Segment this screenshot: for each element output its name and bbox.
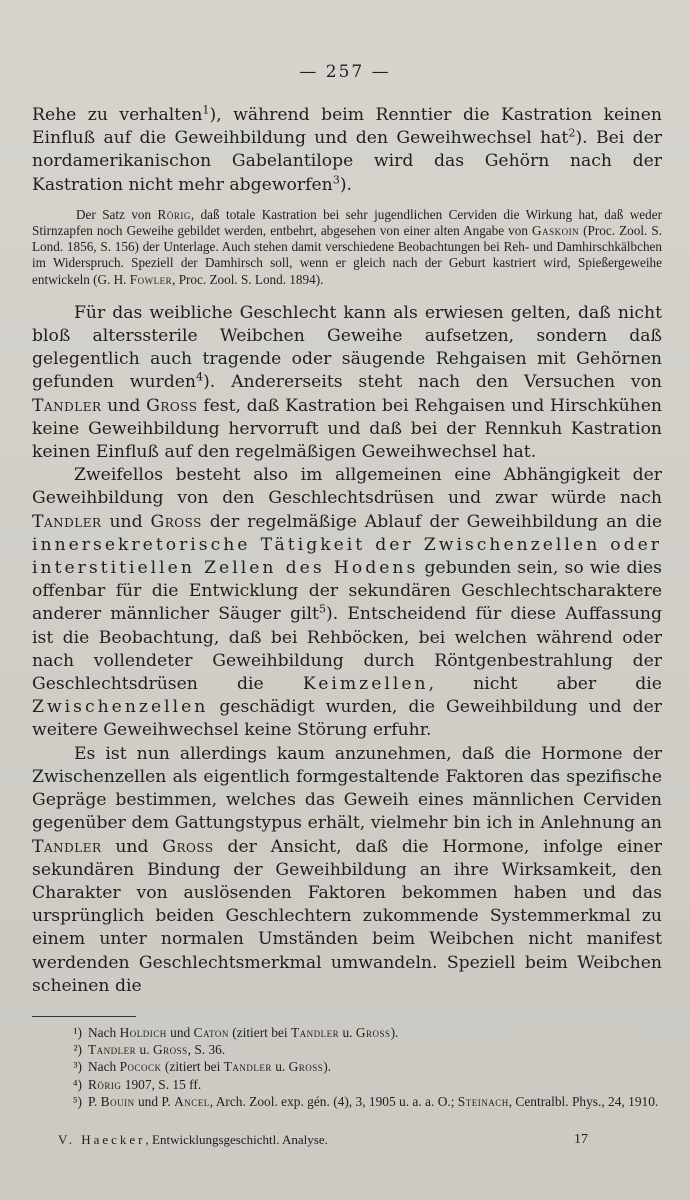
paragraph-continuation: Rehe zu verhalten$^1$), während beim Renntier die Kastration keinen Einfluß auf die Geweihbildung und den Geweihwechsel hat$^2$). Bei der nordamerikanischon Gabelantilope wird das Gehörn nach der Kastration nicht mehr abgeworfen$^3$). bbox=[32, 103, 662, 195]
footnote-ref: 4 bbox=[195, 370, 204, 384]
small-print-note: Der Satz von Rörig, daß totale Kastration bei sehr jugendlichen Cerviden die Wirkung hat, daß weder Stirnzapfen noch Geweihe gebildet werden, entbehrt, abgesehen von einer alten Angabe von Gaskoin (Proc. Zool. S. Lond. 1856, S. 156) der Unterlage. Auch stehen damit verschiedene Beobachtungen bei Reh- und Damhirschkälbchen im Widerspruch. Speziell der Damhirsch soll, wenn er gleich nach der Geburt kastriert wird, Spießergeweihe entwickeln (G. H. Fowler, Proc. Zool. S. Lond. 1894). bbox=[32, 206, 663, 287]
footnote-1: ¹) Nach Holdich und Caton (zitiert bei Tandler u. Gross). bbox=[73, 1025, 399, 1040]
author-name: Gross bbox=[288, 1059, 324, 1075]
author-name: Tandler bbox=[290, 1025, 340, 1040]
paragraph: Es ist nun allerdings kaum anzunehmen, daß die Hormone der Zwischenzellen als eigentlich formgestaltende Faktoren das spezifische Gepräge bestimmen, welches das Geweih eines männlichen Cerviden gegenüber dem Gattungstypus erhält, vielmehr bin ich in Anlehnung an Tandler und Gross der Ansicht, daß die Hormone, infolge einer sekundären Bindung der Geweihbildung an ihre Wirksamkeit, den Charakter von auslösenden Faktoren bekommen haben und das ursprünglich beiden Geschlechtern zukommende Systemmerkmal zu einem unter normalen Umständen beim Weibchen nicht manifest werdenden Geschlechtsmerkmal umwandeln. Speziell beim Weibchen scheinen die bbox=[32, 743, 662, 996]
spaced-emphasis: Zwischenzellen bbox=[32, 697, 209, 718]
page-footer bbox=[58, 1132, 588, 1148]
author-name: Ancel bbox=[174, 1093, 210, 1109]
author-name: Rörig bbox=[88, 1076, 122, 1092]
author-name: Tandler bbox=[88, 1042, 137, 1058]
author-name: Gross bbox=[162, 836, 214, 857]
footnote-ref: 1 bbox=[202, 103, 210, 117]
footnote-2: ²) Tandler u. Gross, S. 36. bbox=[73, 1042, 226, 1058]
author-name: Bouin bbox=[100, 1093, 135, 1109]
author-name: Tandler bbox=[32, 511, 102, 532]
footnote-ref: 5 bbox=[318, 602, 326, 616]
author-name: Pocock bbox=[119, 1059, 162, 1075]
author-name: Holdich bbox=[119, 1025, 167, 1040]
signature-mark: 17 bbox=[574, 1132, 588, 1147]
author-name: Gross bbox=[152, 1042, 188, 1058]
author-name: Tandler bbox=[32, 836, 102, 857]
footnote-ref: 2 bbox=[568, 126, 576, 140]
spaced-emphasis: Keimzellen bbox=[302, 674, 429, 695]
author-name: Rörig bbox=[157, 206, 191, 222]
paragraph: Zweifellos besteht also im allgemeinen eine Abhängigkeit der Geweihbildung von den Geschlechtsdrüsen und zwar würde nach Tandler und Gross der regelmäßige Ablauf der Geweihbildung an die innersekretorische Tätigkeit der Zwischenzellen oder interstitiellen Zellen des Hodens gebunden sein, so wie dies offenbar für die Entwicklung der sekundären Geschlechtscharaktere anderer männlicher Säuger gilt$^5$). Entscheidend für diese Auffassung ist die Beobachtung, daß bei Rehböcken, bei welchen während oder nach vollendeter Geweihbildung durch Röntgenbestrahlung der Geschlechtsdrüsen die Keimzellen, nicht aber die Zwischenzellen geschädigt wurden, die Geweihbildung und der weitere Geweihwechsel keine Störung erfuhr. bbox=[32, 465, 663, 741]
footnotes bbox=[32, 1024, 662, 1110]
page-number: — 257 — bbox=[299, 62, 391, 82]
footnote-5: ⁵) P. Bouin und P. Ancel, Arch. Zool. exp. gén. (4), 3, 1905 u. a. a. O.; Steinach, Centralbl. Phys., 24, 1910. bbox=[72, 1093, 659, 1109]
footnote-3: ³) Nach Pocock (zitiert bei Tandler u. Gross). bbox=[73, 1059, 332, 1075]
footnote-rule bbox=[32, 1016, 136, 1017]
author-name: Tandler bbox=[223, 1059, 272, 1075]
author-name: Gross bbox=[150, 511, 202, 532]
author-name: Gross bbox=[355, 1025, 391, 1040]
footnote-4: ⁴) Rörig 1907, S. 15 ff. bbox=[72, 1076, 202, 1092]
footnote-ref: 3 bbox=[332, 172, 340, 186]
spaced-emphasis: innersekretorische Tätigkeit der Zwischenzellen oder interstitiellen Zellen des Hodens bbox=[32, 534, 662, 579]
author-name: Caton bbox=[193, 1025, 229, 1040]
paragraph: Für das weibliche Geschlecht kann als erwiesen gelten, daß nicht bloß alterssterile Weibchen Geweihe aufsetzen, sondern daß gelegentlich auch tragende oder säugende Rehgaisen mit Gehörnen gefunden wurden$^4$). Andererseits steht nach den Versuchen von Tandler und Gross fest, daß Kastration bei Rehgaisen und Hirschkühen keine Geweihbildung hervorruft und daß bei der Rennkuh Kastration keinen Einfluß auf den regelmäßigen Geweihwechsel hat. bbox=[32, 302, 662, 463]
author-name: Steinach bbox=[457, 1093, 509, 1109]
author-name: Tandler bbox=[32, 395, 102, 416]
footer-source: V. Haecker, Entwicklungsgeschichtl. Analyse. bbox=[58, 1132, 328, 1147]
author-name: Fowler bbox=[129, 271, 173, 287]
main-text bbox=[32, 104, 662, 998]
author-name: Gaskoin bbox=[532, 223, 580, 239]
author-name: Gross bbox=[146, 395, 198, 416]
